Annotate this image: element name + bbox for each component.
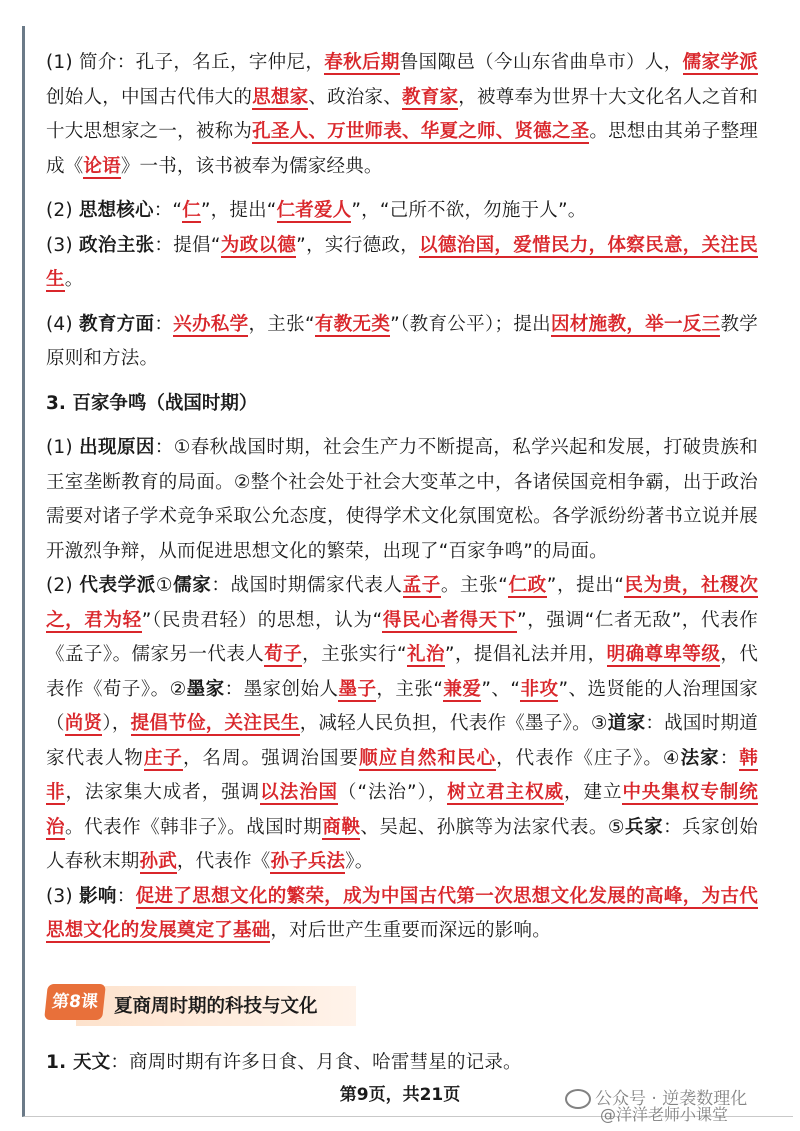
highlight: 孙武 [139,851,177,872]
highlight: 思想家 [252,86,309,108]
text: 创始人，中国古代伟大的 [46,86,253,108]
text: ： [719,747,740,769]
text: 。 [64,269,84,290]
highlight: 促进了思想文化的繁荣，成为中国古代第一次思想文化发展的高峰，为古代思想文化的发展奠定了基础 [46,885,759,941]
text: ”，提出“ [546,575,625,596]
text: (3) [46,885,80,907]
cause-paragraph [46,431,758,569]
text: (2) [46,575,80,596]
text: ，法家集大成者，强调 [65,782,261,803]
text: 鲁国陬邑（今山东省曲阜市）人， [399,52,683,73]
highlight: 顺应自然和民心 [359,747,497,769]
text: ”，提出“ [200,200,277,221]
highlight: 仁 [182,200,201,221]
highlight: 论语 [83,155,121,177]
highlight: 庄子 [143,747,183,769]
highlight: 提倡节俭，关注民生 [130,713,300,734]
text: ，代表作《荀子》。② [46,644,759,700]
text: ，代表作《庄子》。④ [496,747,681,769]
highlight: 明确尊卑等级 [606,644,721,665]
term: 儒家 [173,575,212,596]
text: ：战国时期道家代表人物 [46,713,758,769]
text: ： [116,885,136,907]
text: ”，“己所不欲，勿施于人”。 [351,200,587,221]
text: ”（民贵君轻）的思想，认为“ [141,609,383,631]
highlight: 树立君主权威 [447,782,565,803]
text: (1) [46,437,80,458]
wechat-icon [565,1089,591,1109]
highlight: 孔圣人、万世师表、华夏之师、贤德之圣 [252,121,590,142]
text: ：①春秋战国时期，社会生产力不断提高，私学兴起和发展，打破贵族和王室垄断教育的局面。②整个社会处于社会大变革之中，各诸侯国竞相争霸，出于政治需要对诸子学术竞争采取公允态度，使得学术文化氛围宽松。各学派纷纷著书立说并展开激烈争辩，从而促进思想文化的繁荣，出现了“百家争鸣”的局面。 [46,437,758,562]
page-number: 第9页，共21页 [339,1085,461,1105]
text: ，代表作《 [176,851,271,872]
highlight: 孟子 [402,575,441,596]
document-body [46,46,758,949]
highlight: 中央集权专制统治 [46,782,758,838]
text: ”、“ [481,678,521,700]
text: 1. [46,1052,73,1073]
watermark-text: 公众号 · 逆袭数理化 [595,1089,748,1109]
text: ，被尊奉为世界十大文化名人之首和十大思想家之一，被称为 [46,86,758,142]
highlight: 有教无类 [314,313,391,335]
text: ，减轻人民负担，代表作《墨子》。③ [299,713,608,734]
highlight: 尚贤 [64,713,103,734]
section-heading: 3. 百家争鸣（战国时期） [46,392,258,414]
text: (3) [46,234,80,256]
highlight: 教育家 [402,86,459,108]
highlight: 仁政 [508,575,547,596]
schools-paragraph [46,569,758,880]
highlight: 兴办私学 [173,313,249,335]
highlight: 以法治国 [260,782,339,803]
text: ”，强调“仁者无敌”，代表作《孟子》。儒家另一代表人 [46,609,758,665]
text: ，主张实行“ [302,644,407,665]
text: ”、选贤能的人治理国家（ [46,678,758,734]
term: 影响 [79,885,117,907]
text: ① [155,575,174,596]
text: (2) [46,200,79,221]
highlight: 以德治国，爱惜民力，体察民意，关注民生 [46,234,758,290]
text: ，主张“ [376,678,444,700]
text: ，主张“ [248,313,315,335]
term: 教育方面 [79,313,155,335]
highlight: 礼治 [406,644,445,665]
text: ：墨家创始人 [224,678,339,700]
text: 、吴起、孙膑等为法家代表。⑤ [360,816,626,838]
lesson-title: 夏商周时期的科技与文化 [114,996,318,1017]
highlight: 春秋后期 [324,52,400,73]
highlight: 因材施教，举一反三 [551,313,721,335]
highlight: 孙子兵法 [270,851,346,872]
term: 法家 [680,747,720,769]
highlight: 民为贵，社稷次之，君为轻 [46,575,759,631]
text: 教学原则和方法。 [46,313,758,369]
text: ，建立 [564,782,623,803]
lesson-badge: 第8课 [44,984,106,1020]
text: (1) 简介：孔子，名丘，字仲尼， [46,52,325,73]
term: 天文 [72,1052,111,1073]
confucius-intro [46,46,758,184]
text: 。主张“ [440,575,509,596]
astronomy-paragraph [46,1046,758,1081]
core-thought [46,194,758,229]
highlight: 商鞅 [322,816,361,838]
text: 》一书，该书被奉为儒家经典。 [120,155,383,177]
text: 》。 [345,851,374,872]
text: (4) [46,313,80,335]
watermark-handle: @洋洋老师小课堂 [600,1105,729,1124]
text: ，名周。强调治国要 [182,747,360,769]
text: 。思想由其弟子整理成《 [46,121,759,177]
term: 思想核心 [78,200,154,221]
highlight: 儒家学派 [682,52,758,73]
text: ：商周时期有许多日食、月食、哈雷彗星的记录。 [110,1052,522,1073]
text: ”，实行德政， [296,234,420,256]
term: 代表学派 [79,575,156,596]
highlight: 墨子 [338,678,377,700]
text: ）， [102,713,131,734]
text: 、政治家、 [308,86,403,108]
term: 道家 [607,713,646,734]
term: 出现原因 [79,437,155,458]
text: ：提倡“ [154,234,221,256]
highlight: 韩非 [46,747,758,803]
highlight: 荀子 [264,644,303,665]
highlight: 非攻 [520,678,559,700]
text: ”（教育公平）；提出 [390,313,552,335]
text: ：“ [153,200,183,221]
text: ： [154,313,174,335]
text: ”，提倡礼法并用， [444,644,607,665]
term: 墨家 [186,678,225,700]
text: （“法治”）， [338,782,448,803]
political-view [46,229,758,298]
text: ：兵家创始人春秋末期 [46,816,758,872]
text: ，对后世产生重要而深远的影响。 [270,920,551,941]
highlight: 得民心者得天下 [382,609,517,631]
highlight: 兼爱 [443,678,482,700]
highlight: 为政以德 [220,234,297,256]
influence-paragraph [46,880,758,949]
lesson-header [46,984,356,1028]
term: 政治主张 [79,234,155,256]
term: 兵家 [625,816,664,838]
text: ：战国时期儒家代表人 [211,575,403,596]
education-view [46,308,758,377]
text: 。代表作《韩非子》。战国时期 [65,816,323,838]
highlight: 仁者爱人 [276,200,352,221]
